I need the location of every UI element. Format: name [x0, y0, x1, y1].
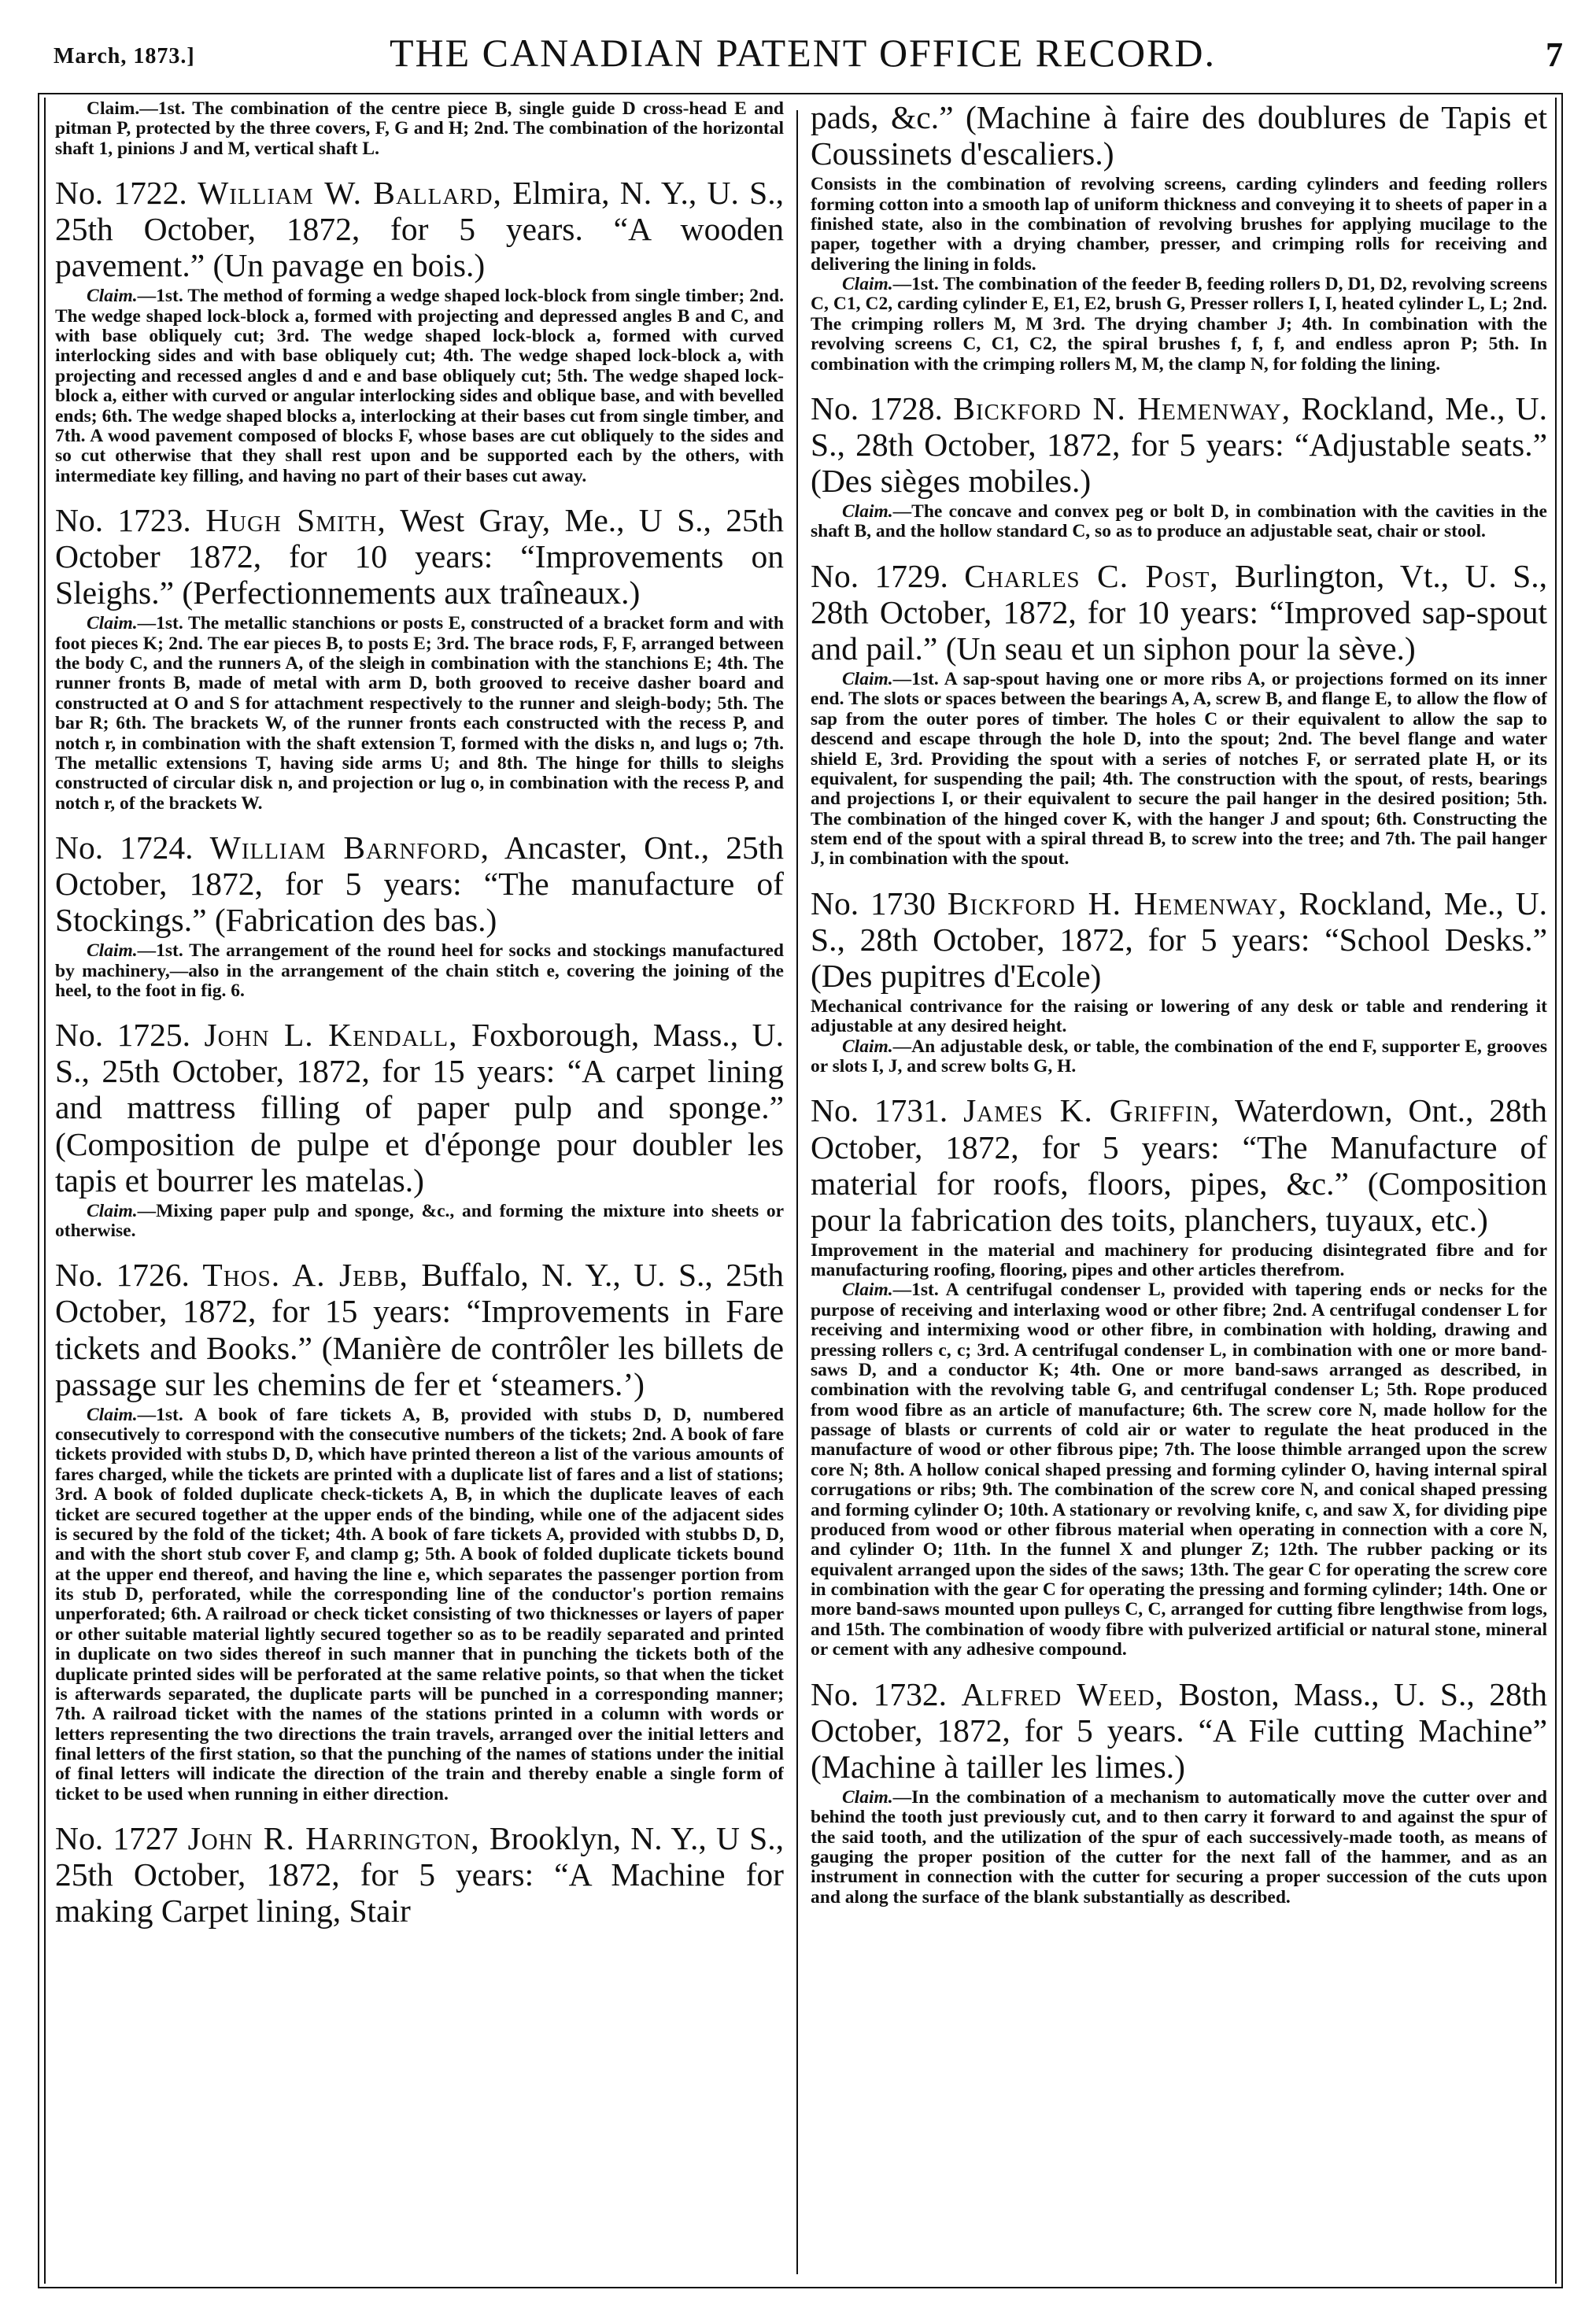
- inventor-name: John R. Harrington,: [187, 1820, 480, 1857]
- inventor-name: Thos. A. Jebb,: [202, 1257, 408, 1294]
- french-title: (Un seau et un siphon pour la sève.): [945, 630, 1416, 667]
- patent-heading: [55, 829, 784, 938]
- patent-entry-1729: [811, 558, 1547, 870]
- patent-number: No. 1730: [811, 885, 936, 921]
- french-title: (Composition pour la fabrication des toits, planchers, tuyaux, etc.): [811, 1165, 1547, 1238]
- claim-label: Claim.: [842, 274, 893, 294]
- patent-heading: [811, 1676, 1547, 1785]
- continued-claim: Claim.—1st. The combination of the centre piece B, single guide D cross-head E and pitman P, protected by the three covers, F, G and H; 2nd. The combination of the horizontal shaft 1, pinions J and M, vertical shaft L.: [55, 99, 784, 159]
- patent-heading: [55, 1017, 784, 1198]
- claim-label: Claim.: [87, 1404, 138, 1425]
- border-rule-right: [1555, 98, 1557, 2284]
- patent-heading: [811, 885, 1547, 994]
- claim-text: —1st. A book of fare tickets A, B, provided with stubs D, D, numbered consecutively to correspond with the consecutive numbers of the tickets; 2nd. A book of fare tickets provided with stubs D, D, which have printed thereon a list of the various amounts of fares charged, while the tickets are printed with a duplicate list of fares and a list of stations; 3rd. A book of folded duplicate check-tickets A, B, in which the duplicate leaves of each ticket are secured together at the upper ends of the binding, while one of the adjacent sides is secured by the fold of the ticket; 4th. A book of fare tickets A, provided with stubbs D, D, and with the short stub cover F, and clamp g; 5th. A book of folded duplicate tickets bound at the upper end thereof, and having the line e, which separates the passenger portion from its stub D, perforated, while the corresponding line of the conductor's portion remains unperforated; 6th. A railroad or check ticket consisting of two thicknesses or layers of paper or other suitable material lightly secured together so as to be readily separated and printed in duplicate on two sides thereof in such manner that in punching the tickets both of the duplicate printed sides will be perforated at the same relative points, so that when the ticket is afterwards separated, the duplicate parts will be punched in a corresponding manner; 7th. A railroad ticket with the names of the stations printed in a column with words or letters representing the two directions the train travels, arranged over the initial letters and final letters of the first station, so that the punching of the names of stations under the initial of final letters will indicate the direction of the train and thereby enable a single form of ticket to be used when running in either direction.: [55, 1404, 784, 1804]
- inventor-name: William W. Ballard,: [198, 175, 502, 212]
- claim-label: Claim.: [87, 940, 138, 962]
- patent-details: Ancaster, Ont., 25th October, 1872, for 5 years: “The manufacture of Stockings.”: [55, 829, 784, 939]
- inventor-name: Bickford N. Hemenway,: [953, 390, 1291, 427]
- patent-number: No. 1732.: [811, 1675, 947, 1712]
- running-head: [31, 30, 1574, 85]
- patent-claim: [811, 502, 1547, 542]
- patent-claim: [55, 286, 784, 486]
- patent-number: No. 1726.: [55, 1257, 190, 1294]
- claim-label: Claim.: [842, 669, 893, 689]
- claim-text: —1st. The arrangement of the round heel for socks and stockings manufactured by machinery,—also in the arrangement of the chain stitch e, covering the joining of the heel, to the foot in fig. 6.: [55, 940, 784, 1001]
- column-divider: [796, 110, 798, 2274]
- patent-number: No. 1725.: [55, 1017, 190, 1054]
- claim-label: Claim.: [87, 286, 138, 307]
- claim-text: —In the combination of a mechanism to automatically move the cutter over and behind the tooth just previously cut, and to then carry it forward to and against the spur of the said tooth, and the utilization of the spur of each successively-made tooth, as means of gauging the proper position of the cutter for the next fall of the hammer, and as an instrument in connection with the cutter for securing a proper succession of the cuts upon and along the surface of the blank substantially as described.: [811, 1786, 1547, 1908]
- french-title: (Des pupitres d'Ecole): [811, 957, 1102, 994]
- inventor-name: James K. Griffin,: [963, 1092, 1220, 1129]
- patent-claim: [55, 614, 784, 814]
- claim-label: Claim.: [842, 501, 893, 523]
- patent-claim: [55, 941, 784, 1001]
- patent-heading: [811, 558, 1547, 667]
- patent-details: Brooklyn, N. Y., U S., 25th October, 1872, for 5 years: “A Machine for making Carpet lining, Stair: [55, 1820, 784, 1930]
- continued-heading: pads, &c.” (Machine à faire des doublures de Tapis et Coussinets d'escaliers.): [811, 99, 1547, 172]
- patent-details: Boston, Mass., U. S., 28th October, 1872, for 5 years. “A File cutting Machine”: [811, 1675, 1547, 1749]
- inventor-name: John L. Kendall,: [204, 1017, 458, 1054]
- patent-entry-1724: [55, 829, 784, 1001]
- patent-entry-1723: [55, 502, 784, 814]
- patent-details: Buffalo, N. Y., U. S., 25th October, 1872, for 15 years: “Improvements in Fare tickets and Books.”: [55, 1257, 784, 1366]
- patent-heading: [811, 1092, 1547, 1237]
- patent-number: No. 1724.: [55, 829, 194, 866]
- patent-heading: [55, 502, 784, 611]
- patent-description: Mechanical contrivance for the raising or lowering of any desk or table and rendering it adjustable at any desired height.: [811, 995, 1547, 1037]
- claim-text: —1st. The combination of the feeder B, feeding rollers D, D1, D2, revolving screens C, C1, C2, carding cylinder E, E1, E2, brush G, Presser rollers I, I, heated cylinder L, L; 2nd. The crimping rollers M, M 3rd. The drying chamber J; 4th. In combination with the revolving screens C, C1, C2, the spiral brushes f, f, f, and endless apron P; 5th. In combination with the crimping rollers M, M, the clamp N, for folding the lining.: [811, 274, 1547, 375]
- claim-text: —1st. A centrifugal condenser L, provided with tapering ends or necks for the purpose of receiving and interlaxing wood or other fibre; 2nd. A centrifugal condenser L for receiving and intermixing wood or other fibre, in combination with holding, drawing and pressing rollers c, c; 3rd. A centrifugal condenser L, in combination with one or more band-saws D, and a conductor K; 4th. One or more band-saws arranged as described, in combination with the revolving table G, and centrifugal condenser L; 5th. Rope produced from wood fibre as an article of manufacture; 6th. The screw core N, made hollow for the passage of blasts or currents of cold air or water to regulate the heat produced in the manufacture of wood or other fibrous pipe; 7th. The loose thimble arranged upon the screw core N; 8th. A hollow conical shaped pressing and forming cylinder O, having internal spiral corrugations or ribs; 9th. The combination of the screw core N, and conical shaped pressing and forming cylinder O; 10th. A stationary or revolving knife, c, and saw X, for dividing pipe produced from wood or other fibrous material when operating in connection with a core N, and cylinder O; 11th. In the funnel X and plunger Z; 12th. The rubber packing or its equivalent arranged upon the sides of the saws; 13th. The gear C for operating the screw core in combination with the gear C for operating the pressing and forming cylinder; 14th. One or more band-saws mounted upon pulleys C, C, arranged for cutting fibre lengthwise from logs, and 15th. The combination of woody fibre with pulverized artificial or natural stone, mineral or cement with any adhesive compound.: [811, 1280, 1547, 1660]
- patent-number: No. 1729.: [811, 557, 948, 594]
- left-column: [55, 99, 784, 2279]
- patent-details: Elmira, N. Y., U. S., 25th October, 1872, for 5 years. “A wooden pavement.”: [55, 175, 784, 284]
- inventor-name: Hugh Smith,: [205, 502, 386, 539]
- french-title: (Un pavage en bois.): [212, 247, 486, 284]
- french-title: (Fabrication des bas.): [214, 902, 497, 939]
- claim-text: —1st. The method of forming a wedge shaped lock-block from single timber; 2nd. The wedge shaped lock-block a, formed with projecting and depressed angles B and C, and with base obliquely cut; 3rd. The wedge shaped lock-block a, formed with curved interlocking sides and with base obliquely cut; 4th. The wedge shaped lock-block a, with projecting and recessed angles d and e and base obliquely cut; 5th. The wedge shaped lock-block a, either with curved or angular interlocking sides and oblique base, and with bevelled ends; 6th. The wedge shaped blocks a, interlocking at their bases cut from single timber, and 7th. A wood pavement composed of blocks F, whose bases are cut obliquely to the sides and so cut otherwise that they shall rest upon and be supported each by the others, with intermediate key filling, and having no part of their bases cut away.: [55, 286, 784, 486]
- claim-label: Claim.: [842, 1786, 893, 1808]
- publication-title: THE CANADIAN PATENT OFFICE RECORD.: [389, 31, 1217, 75]
- claim-text: —The concave and convex peg or bolt D, in combination with the cavities in the shaft B, and the hollow standard C, so as to produce an adjustable seat, chair or stool.: [811, 501, 1547, 542]
- patent-entry-1726: [55, 1257, 784, 1804]
- patent-entry-1727: [55, 1820, 784, 1929]
- inventor-name: William Barnford,: [209, 829, 490, 866]
- patent-description: Consists in the combination of revolving screens, carding cylinders and feeding rollers forming cotton into a smooth lap of uniform thickness and conveying it to sheets of paper in a finished state, also in the combination of revolving brushes for applying mucilage to the paper, together with a drying chamber, presser, and crimping rolls for receiving and delivering the lining in folds.: [811, 174, 1547, 275]
- patent-details: Rockland, Me., U. S., 28th October, 1872, for 5 years: “Adjustable seats.”: [811, 390, 1547, 463]
- claim-label: Claim.: [87, 613, 138, 634]
- claim-text: —An adjustable desk, or table, the combination of the end F, supporter E, grooves or slots I, J, and screw bolts G, H.: [811, 1036, 1547, 1077]
- patent-details: West Gray, Me., U S., 25th October 1872, for 10 years: “Improvements on Sleighs.”: [55, 502, 784, 611]
- patent-details: Burlington, Vt., U. S., 28th October, 1872, for 10 years: “Improved sap-spout and pail.”: [811, 557, 1547, 667]
- patent-entry-1728: [811, 390, 1547, 542]
- claim-label: Claim.: [842, 1280, 893, 1301]
- inventor-name: Bickford H. Hemenway,: [947, 885, 1288, 921]
- patent-claim: [55, 1202, 784, 1242]
- claim-text: —1st. A sap-spout having one or more ribs A, or projections formed on its inner end. The slots or spaces between the bearings A, A, screw B, and flange E, to allow the flow of sap from the outer pores of timber. The holes C or their equivalent to allow the sap to descend and escape through the hole D, into the spout; 2nd. The bevel flange and water shield E, 3rd. Providing the spout with a series of notches F, or serrated plate H, or its equivalent, for suspending the pail; 4th. The construction with the spout, of rests, bearings and projections I, or their equivalent to secure the pail hanger in the desired position; 5th. The combination of the hinged cover K, with the hanger J and spout; 6th. Constructing the stem end of the spout with a spiral thread B, to screw into the tree; and 7th. The pail hanger J, in combination with the spout.: [811, 669, 1547, 870]
- patent-claim: [811, 670, 1547, 870]
- french-title: (Machine à tailler les limes.): [811, 1748, 1185, 1785]
- patent-entry-1727-continued: [811, 99, 1547, 375]
- patent-heading: [55, 1257, 784, 1402]
- patent-claim: [811, 1280, 1547, 1660]
- french-title: (Manière de contrôler les billets de passage sur les chemins de fer et ‘steamers.’): [55, 1329, 784, 1402]
- patent-heading: [811, 390, 1547, 499]
- patent-number: No. 1723.: [55, 502, 191, 539]
- patent-number: No. 1731.: [811, 1092, 948, 1129]
- page-number: 7: [1546, 35, 1563, 74]
- border-rule-left: [44, 98, 46, 2284]
- patent-entry-1725: [55, 1017, 784, 1241]
- patent-details: Rockland, Me., U. S., 28th October, 1872, for 5 years: “School Desks.”: [811, 885, 1547, 958]
- patent-claim: [811, 275, 1547, 375]
- claim-label: Claim.: [87, 1200, 138, 1221]
- inventor-name: Charles C. Post,: [964, 557, 1219, 594]
- inventor-name: Alfred Weed,: [961, 1675, 1165, 1712]
- patent-number: No. 1727: [55, 1820, 179, 1857]
- patent-details: Waterdown, Ont., 28th October, 1872, for 5 years: “The Manufacture of material for roofs, floors, pipes, &c.”: [811, 1092, 1547, 1202]
- claim-label: Claim.: [842, 1036, 893, 1057]
- french-title: (Composition de pulpe et d'éponge pour doubler les tapis et bourrer les matelas.): [55, 1125, 784, 1198]
- patent-claim: [811, 1788, 1547, 1908]
- patent-claim: [811, 1037, 1547, 1077]
- patent-entry-1722: [55, 175, 784, 486]
- patent-number: No. 1722.: [55, 175, 187, 212]
- patent-entry-1731: [811, 1092, 1547, 1660]
- claim-text: —Mixing paper pulp and sponge, &c., and forming the mixture into sheets or otherwise.: [55, 1200, 784, 1241]
- patent-entry-1730: [811, 885, 1547, 1077]
- issue-date: March, 1873.]: [54, 44, 195, 68]
- patent-heading: [55, 175, 784, 283]
- patent-description: Improvement in the material and machinery for producing disintegrated fibre and for manufacturing roofing, flooring, pipes and other articles therefrom.: [811, 1239, 1547, 1281]
- french-title: (Des sièges mobiles.): [811, 463, 1092, 499]
- claim-text: —1st. The metallic stanchions or posts E, constructed of a bracket form and with foot pieces K; 2nd. The ear pieces B, to posts E; 3rd. The brace rods, F, F, arranged between the body C, and the runners A, of the sleigh in combination with the stanchions E; 4th. The runner fronts B, made of metal with arm D, both grooved to receive dasher board and constructed at O and S for attachment respectively to the runner and sleigh-body; 5th. The bar R; 6th. The brackets W, of the runner fronts each constructed with the recess P, and notch r, in combination with the shaft extension T, formed with the disks n, and lugs o; 7th. The metallic extensions T, having side arms U; and 8th. The hinge for thills to sleighs constructed of circular disk n, and projection or lug o, in combination with the recess P, and notch r, of the brackets W.: [55, 613, 784, 814]
- patent-details: Foxborough, Mass., U. S., 25th October, 1872, for 15 years: “A carpet lining and mattress filling of paper pulp and sponge.”: [55, 1017, 784, 1126]
- french-title: (Perfectionnements aux traîneaux.): [182, 574, 641, 611]
- patent-heading: [55, 1820, 784, 1929]
- patent-entry-1732: [811, 1676, 1547, 1908]
- patent-number: No. 1728.: [811, 390, 943, 427]
- patent-claim: [55, 1405, 784, 1805]
- right-column: [811, 99, 1547, 2279]
